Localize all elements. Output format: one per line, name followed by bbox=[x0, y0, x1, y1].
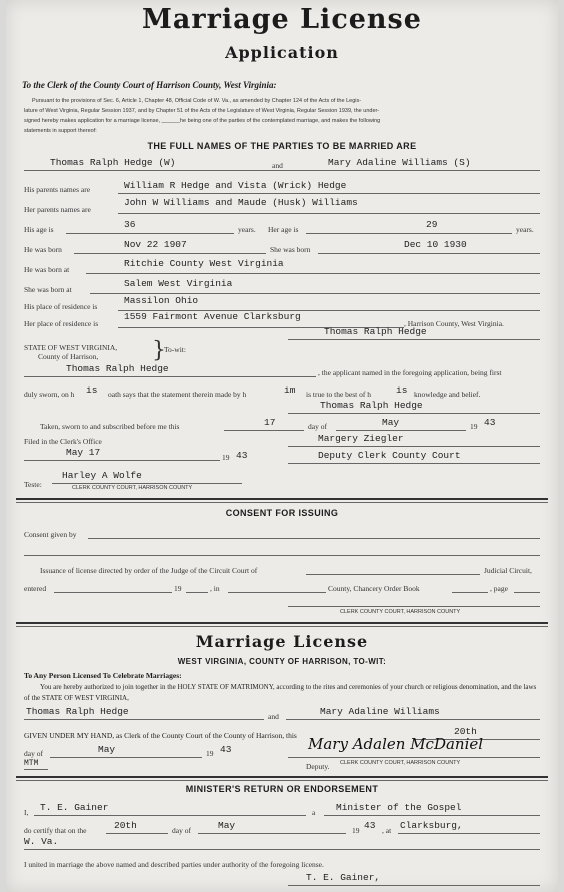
his-age-label: His age is bbox=[24, 225, 54, 234]
clerk-signature: Mary Adalen McDaniel bbox=[308, 735, 484, 753]
intro-line-1: Pursuant to the provisions of Sec. 6, Article 1, Chapter 48, Official Code of W. Va., as amended by Chapter 124 of the Acts of the Legis- bbox=[32, 98, 362, 104]
license-bride-line bbox=[286, 719, 540, 720]
license-title: Marriage License bbox=[195, 632, 369, 651]
sworn-year: 43 bbox=[484, 417, 496, 428]
she-born-label: She was born bbox=[270, 245, 311, 254]
given-day: 20th bbox=[454, 726, 477, 737]
consent-clerk-caption: CLERK COUNTY COURT, HARRISON COUNTY bbox=[340, 609, 461, 615]
teste-line bbox=[52, 483, 242, 484]
she-born-line bbox=[318, 253, 540, 254]
minister-signature: T. E. Gainer, bbox=[306, 872, 381, 883]
intro-line-4: statements in support thereof: bbox=[24, 128, 97, 134]
oath-is-2: is bbox=[396, 385, 408, 396]
filed-year: 43 bbox=[236, 450, 248, 461]
applicant-signature: Thomas Ralph Hedge bbox=[324, 326, 427, 337]
a-label: a bbox=[312, 808, 316, 817]
sworn-day: 17 bbox=[264, 417, 276, 428]
her-age-label: Her age is bbox=[268, 225, 299, 234]
given-19: 19 bbox=[206, 749, 214, 758]
harrison-county-label: , Harrison County, West Virginia. bbox=[404, 319, 504, 328]
sworn-signature: Thomas Ralph Hedge bbox=[320, 400, 423, 411]
she-born-at-value: Salem West Virginia bbox=[124, 278, 233, 289]
minister-heading: MINISTER'S RETURN OR ENDORSEMENT bbox=[185, 784, 379, 794]
her-years-label: years. bbox=[516, 225, 534, 234]
minister-name-line bbox=[34, 815, 306, 816]
sworn-day-of-label: day of bbox=[308, 422, 327, 431]
minister-title: Minister of the Gospel bbox=[336, 802, 462, 813]
margin-note-line bbox=[24, 769, 48, 770]
his-residence-label: His place of residence is bbox=[24, 302, 98, 311]
section-divider-2 bbox=[16, 622, 548, 624]
consent-label: Consent given by bbox=[24, 530, 77, 539]
license-bride: Mary Adaline Williams bbox=[320, 706, 440, 717]
her-age-value: 29 bbox=[426, 219, 438, 230]
to-any-person: To Any Person Licensed To Celebrate Marriages: bbox=[24, 671, 182, 680]
her-residence-label: Her place of residence is bbox=[24, 319, 99, 328]
his-residence-value: Massilon Ohio bbox=[124, 295, 199, 306]
certify-state: W. Va. bbox=[24, 836, 59, 847]
certify-label: do certify that on the bbox=[24, 826, 87, 835]
filed-date-line bbox=[24, 460, 220, 461]
document-title: Marriage License bbox=[142, 4, 422, 35]
sworn-year-prefix: 19 bbox=[470, 422, 478, 431]
section-divider-1 bbox=[16, 498, 548, 500]
certify-day-of-label: day of bbox=[172, 826, 191, 835]
sworn-day-line bbox=[224, 430, 304, 431]
minister-name: T. E. Gainer bbox=[40, 802, 109, 813]
minister-signature-line bbox=[288, 885, 540, 886]
given-month: May bbox=[98, 744, 116, 755]
his-years-label: years. bbox=[238, 225, 256, 234]
he-born-line bbox=[74, 253, 266, 254]
bride-name: Mary Adaline Williams (S) bbox=[328, 157, 471, 168]
i-label: I, bbox=[24, 808, 29, 817]
judicial-circuit-label: Judicial Circuit, bbox=[484, 566, 532, 575]
given-year: 43 bbox=[220, 744, 232, 755]
his-age-value: 36 bbox=[124, 219, 136, 230]
and-label: and bbox=[272, 161, 283, 170]
entered-19: 19 bbox=[174, 584, 182, 593]
sworn-month-line bbox=[336, 430, 466, 431]
applicant-name: Thomas Ralph Hedge bbox=[66, 363, 169, 374]
clerk-name-line bbox=[288, 446, 540, 447]
entered-line bbox=[54, 592, 172, 593]
license-clerk-caption: CLERK COUNTY COURT, HARRISON COUNTY bbox=[340, 760, 461, 766]
applicant-name-line bbox=[24, 376, 316, 377]
section-divider-3 bbox=[16, 776, 548, 778]
certify-year: 43 bbox=[364, 820, 376, 831]
oath-text-4: knowledge and belief. bbox=[414, 390, 481, 399]
she-born-at-line bbox=[90, 293, 540, 294]
consent-line-1 bbox=[88, 538, 540, 539]
he-born-value: Nov 22 1907 bbox=[124, 239, 187, 250]
intro-line-3: signed hereby makes application for a marriage license, ______he being one of the parties of the contemplated marriage, and makes the following bbox=[24, 118, 381, 124]
her-parents-label: Her parents names are bbox=[24, 205, 91, 214]
authorized-text: You are hereby authorized to join together in the HOLY STATE OF MATRIMONY, according to the rites and ceremonies of your church or religious denomination, and the laws of the STATE OF WEST VIRGINIA, bbox=[24, 683, 537, 702]
given-text: GIVEN UNDER MY HAND, as Clerk of the County Court of the County of Harrison, this bbox=[24, 731, 297, 740]
he-born-label: He was born bbox=[24, 245, 62, 254]
his-age-line bbox=[66, 233, 234, 234]
given-day-of-label: day of bbox=[24, 749, 43, 758]
license-groom: Thomas Ralph Hedge bbox=[26, 706, 129, 717]
filed-19: 19 bbox=[222, 453, 230, 462]
oath-is-1: is bbox=[86, 385, 98, 396]
state-brace: } bbox=[152, 338, 166, 363]
state-label: STATE OF WEST VIRGINIA, bbox=[24, 343, 118, 352]
full-names-heading: THE FULL NAMES OF THE PARTIES TO BE MARRIED ARE bbox=[147, 141, 417, 151]
deputy-clerk: Deputy Clerk County Court bbox=[318, 450, 461, 461]
united-text: I united in marriage the above named and described parties under authority of the foregoing license. bbox=[24, 860, 324, 869]
applicant-text: , the applicant named in the foregoing application, being first bbox=[318, 368, 502, 377]
consent-clerk-line bbox=[288, 606, 540, 607]
page-line bbox=[514, 592, 540, 593]
margin-note: MTM bbox=[24, 759, 39, 768]
certify-19: 19 bbox=[352, 826, 360, 835]
he-born-at-line bbox=[86, 273, 540, 274]
order-book-line bbox=[452, 592, 488, 593]
entered-year-line bbox=[186, 592, 208, 593]
minister-title-line bbox=[324, 815, 540, 816]
sworn-signature-line bbox=[288, 413, 540, 414]
salutation: To the Clerk of the County Court of Harrison County, West Virginia: bbox=[22, 80, 277, 90]
deputy-clerk-line bbox=[288, 463, 540, 464]
section-divider-3b bbox=[16, 780, 548, 781]
teste-clerk-caption: CLERK COUNTY COURT, HARRISON COUNTY bbox=[72, 485, 193, 491]
consent-heading: CONSENT FOR ISSUING bbox=[225, 508, 339, 518]
he-born-at-value: Ritchie County West Virginia bbox=[124, 258, 284, 269]
oath-text-3: is true to the best of h bbox=[306, 390, 371, 399]
her-age-line bbox=[306, 233, 512, 234]
in-label: , in bbox=[210, 584, 220, 593]
in-line bbox=[228, 592, 326, 593]
names-line bbox=[24, 170, 540, 171]
license-and-label: and bbox=[268, 712, 279, 721]
his-parents-line bbox=[118, 193, 540, 194]
teste-name: Harley A Wolfe bbox=[62, 470, 142, 481]
oath-text-2: oath says that the statement therein made by h bbox=[108, 390, 247, 399]
section-divider-1b bbox=[16, 502, 548, 503]
certify-month: May bbox=[218, 820, 236, 831]
applicant-signature-line bbox=[288, 339, 540, 340]
certify-state-line bbox=[24, 849, 540, 850]
her-residence-value: 1559 Fairmont Avenue Clarksburg bbox=[124, 311, 301, 322]
filed-date: May 17 bbox=[66, 447, 101, 458]
county-order-label: County, Chancery Order Book bbox=[328, 584, 420, 593]
deputy-label: Deputy. bbox=[306, 762, 330, 771]
his-parents-label: His parents names are bbox=[24, 185, 91, 194]
she-born-value: Dec 10 1930 bbox=[404, 239, 467, 250]
teste-label: Teste: bbox=[24, 480, 42, 489]
license-subheading: WEST VIRGINIA, COUNTY OF HARRISON, TO-WIT: bbox=[177, 657, 387, 666]
clerk-signature-line bbox=[288, 757, 540, 758]
certify-place-line bbox=[398, 833, 540, 834]
her-parents-value: John W Williams and Maude (Husk) Williams bbox=[124, 197, 358, 208]
certify-month-line bbox=[198, 833, 346, 834]
certify-day-line bbox=[106, 833, 168, 834]
he-born-at-label: He was born at bbox=[24, 265, 70, 274]
issuance-line bbox=[306, 574, 480, 575]
to-wit-label: To-wit: bbox=[164, 345, 186, 354]
clerk-name: Margery Ziegler bbox=[318, 433, 404, 444]
certify-day: 20th bbox=[114, 820, 137, 831]
oath-text-1: duly sworn, on h bbox=[24, 390, 75, 399]
document-subtitle: Application bbox=[225, 43, 339, 62]
her-parents-line bbox=[118, 213, 540, 214]
consent-line-2 bbox=[24, 555, 540, 556]
given-month-line bbox=[50, 757, 202, 758]
sworn-month: May bbox=[382, 417, 400, 428]
certify-place: Clarksburg, bbox=[400, 820, 463, 831]
license-document bbox=[6, 0, 558, 892]
intro-line-2: lature of West Virginia, Regular Session 1937, and by Chapter 51 of the Acts of the Legislature of West Virginia, Regular Session 1939, the under- bbox=[24, 108, 380, 114]
issuance-text: Issuance of license directed by order of the Judge of the Circuit Court of bbox=[40, 566, 258, 575]
sworn-label: Taken, sworn to and subscribed before me this bbox=[40, 422, 180, 431]
she-born-at-label: She was born at bbox=[24, 285, 72, 294]
license-groom-line bbox=[24, 719, 264, 720]
at-label: , at bbox=[382, 826, 392, 835]
entered-label: entered bbox=[24, 584, 47, 593]
his-parents-value: William R Hedge and Vista (Wrick) Hedge bbox=[124, 180, 347, 191]
groom-name: Thomas Ralph Hedge (W) bbox=[50, 157, 176, 168]
county-label: County of Harrison, bbox=[38, 352, 99, 361]
section-divider-2b bbox=[16, 626, 548, 627]
oath-im: im bbox=[284, 385, 296, 396]
page-label: , page bbox=[490, 584, 508, 593]
filed-label: Filed in the Clerk's Office bbox=[24, 437, 102, 446]
